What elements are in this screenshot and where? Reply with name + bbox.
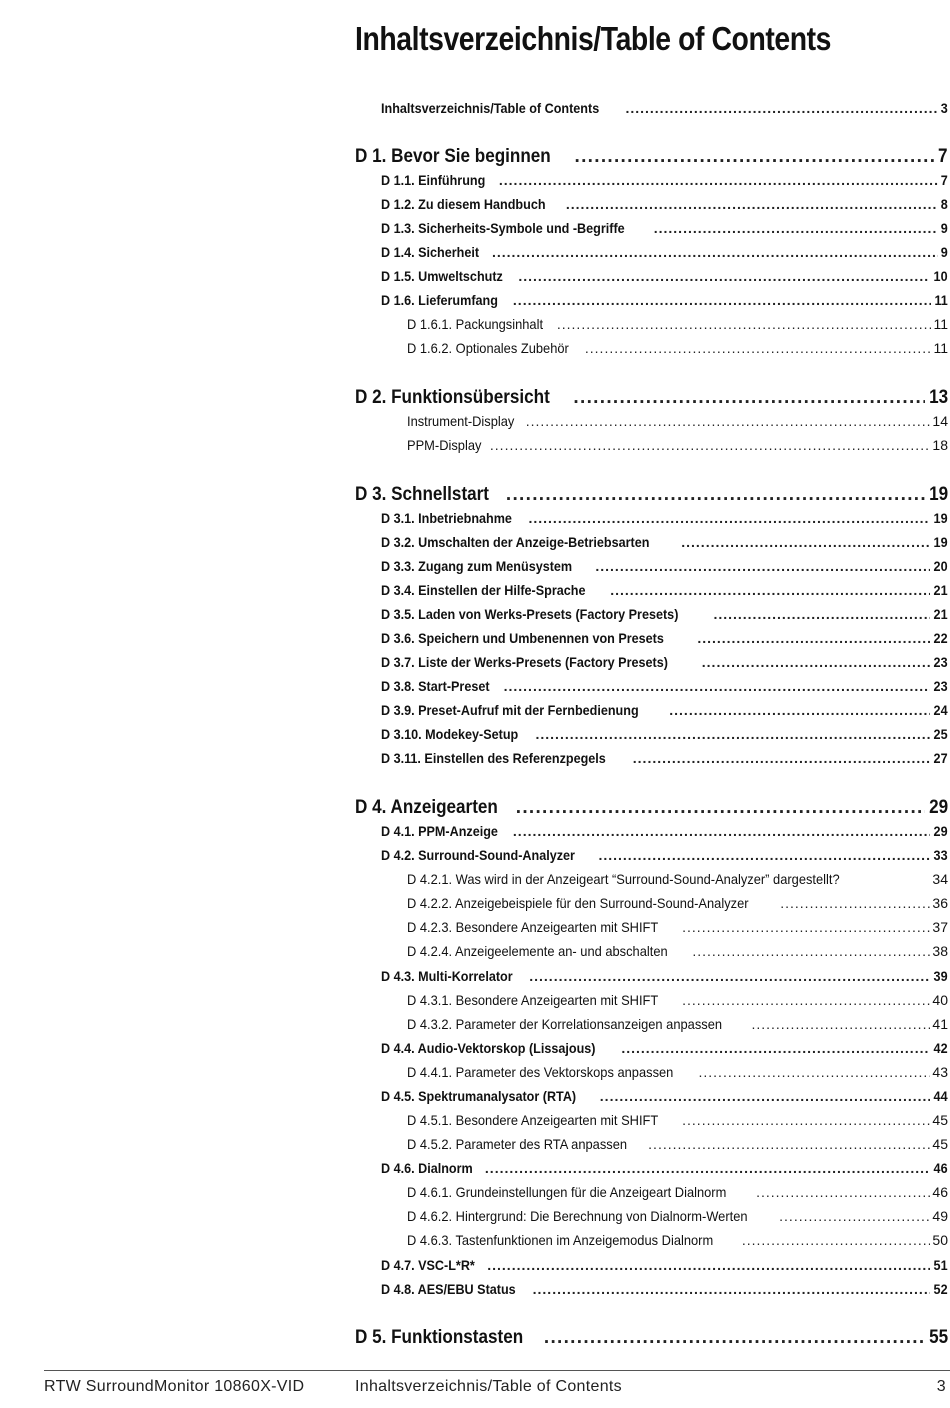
toc-dot-leader [575,146,936,168]
toc-page-number: 29 [933,823,948,839]
toc-entry-title: D 4.4. Audio-Vektorskop (Lissajous) [381,1040,596,1056]
footer-product: RTW SurroundMonitor 10860X-VID [44,1378,305,1395]
page-title: Inhaltsverzeichnis/Table of Contents [355,20,832,57]
toc-entry-title: D 1.3. Sicherheits-Symbole und -Begriffe [381,220,625,236]
toc-entry-title: D 4.8. AES/EBU Status [381,1281,516,1297]
toc-entry-title: D 1.5. Umweltschutz [381,268,503,284]
toc-dot-leader [682,1112,930,1128]
toc-entry[interactable] [381,1257,948,1277]
toc-dot-leader [625,100,938,116]
toc-page-number: 51 [933,1257,948,1273]
toc-page-number: 13 [928,387,948,408]
toc-page-number: 21 [933,606,948,622]
toc-page-number: 46 [932,1184,948,1200]
toc-dot-leader [518,268,930,284]
toc-entry-title: D 4.6.2. Hintergrund: Die Berechnung von Dialnorm-Werten [407,1208,748,1224]
toc-page-number: 10 [933,268,948,284]
toc-page-number: 8 [940,196,948,212]
toc-dot-leader [648,1136,930,1152]
toc-entry-title: D 4.6.3. Tastenfunktionen im Anzeigemodus Dialnorm [407,1232,714,1248]
toc-entry[interactable] [381,678,948,698]
toc-page-number: 7 [940,172,948,188]
toc-page-number: 40 [932,992,948,1008]
toc-dot-leader [585,340,932,356]
toc-entry-title: D 4.2.1. Was wird in der Anzeigeart “Surround-Sound-Analyzer” dargestellt? [407,871,840,887]
toc-entry-title: D 4.6. Dialnorm [381,1160,473,1176]
toc-entry-title: D 3.5. Laden von Werks-Presets (Factory Presets) [381,606,679,622]
toc-dot-leader [621,1040,930,1056]
toc-page-number: 19 [933,534,948,550]
toc-entry[interactable] [381,823,948,843]
toc-dot-leader [633,750,931,766]
toc-entry[interactable] [381,702,948,722]
toc-page-number: 24 [933,702,948,718]
toc-entry-title: D 3.9. Preset-Aufruf mit der Fernbedienung [381,702,639,718]
toc-entry-title: D 4.3.2. Parameter der Korrelationsanzeigen anpassen [407,1016,723,1032]
toc-page-number: 7 [938,146,948,167]
toc-dot-leader [697,630,930,646]
toc-page-number: 19 [928,484,948,505]
toc-dot-leader [780,895,930,911]
toc-page-number: 11 [934,292,948,308]
toc-dot-leader [557,316,932,332]
toc-entry[interactable] [407,1232,948,1252]
toc-entry[interactable] [381,654,948,674]
toc-entry[interactable] [407,1112,948,1132]
toc-entry[interactable] [407,437,948,457]
toc-dot-leader [513,292,931,308]
toc-entry-title: D 4. Anzeigearten [355,797,498,818]
toc-dot-leader [751,1016,930,1032]
toc-entry[interactable] [407,413,948,433]
toc-dot-leader [682,919,930,935]
toc-entry-title: D 4.5.1. Besondere Anzeigearten mit SHIFT [407,1112,659,1128]
toc-entry[interactable] [355,1327,948,1351]
toc-entry-title: D 3.4. Einstellen der Hilfe-Sprache [381,582,586,598]
toc-page-number: 50 [932,1232,948,1248]
toc-entry[interactable] [407,1136,948,1156]
toc-entry[interactable] [381,750,948,770]
toc-entry[interactable] [407,919,948,939]
toc-page-number: 36 [932,895,948,911]
toc-dot-leader [566,196,938,212]
toc-page-number: 3 [940,100,948,116]
toc-entry[interactable] [381,1160,948,1180]
toc-dot-leader [654,220,938,236]
toc-entry[interactable] [381,582,948,602]
toc-page-number: 52 [933,1281,948,1297]
toc-dot-leader [485,1160,931,1176]
toc-page-number: 38 [932,943,948,959]
toc-entry[interactable] [355,387,948,411]
toc-page-number: 34 [932,871,948,887]
toc-dot-leader [699,1064,931,1080]
toc-page-number: 43 [932,1064,948,1080]
toc-page-number: 37 [932,919,948,935]
toc-page-number: 29 [928,797,948,818]
toc-dot-leader [504,678,931,694]
toc-page-number: 39 [933,968,948,984]
toc-page-number: 21 [933,582,948,598]
toc-entry[interactable] [381,726,948,746]
toc-entry-title: D 3.1. Inbetriebnahme [381,510,512,526]
toc-dot-leader [506,484,925,506]
toc-entry[interactable] [407,871,948,891]
toc-entry-title: D 1.6. Lieferumfang [381,292,498,308]
toc-dot-leader [713,606,930,622]
toc-page-number: 14 [932,413,948,429]
toc-entry[interactable] [407,895,948,915]
toc-dot-leader [600,1088,931,1104]
toc-page-number: 27 [933,750,948,766]
toc-entry[interactable] [381,847,948,867]
toc-entry-title: D 4.7. VSC-L*R* [381,1257,475,1273]
toc-entry[interactable] [407,1184,948,1204]
toc-entry[interactable] [381,968,948,988]
toc-page-number: 20 [933,558,948,574]
toc-entry-title: PPM-Display [407,437,482,453]
toc-entry[interactable] [381,244,948,264]
toc-entry-title: Instrument-Display [407,413,515,429]
toc-entry[interactable] [381,1088,948,1108]
toc-page-number: 11 [933,316,948,332]
toc-page-number: 9 [940,220,948,236]
toc-entry[interactable] [355,797,948,821]
toc-entry[interactable] [407,992,948,1012]
toc-entry[interactable] [407,943,948,963]
footer-page-number: 3 [936,1378,946,1395]
toc-entry-title: D 4.6.1. Grundeinstellungen für die Anzeigeart Dialnorm [407,1184,727,1200]
toc-entry[interactable] [407,340,948,360]
toc-page-number: 45 [932,1136,948,1152]
toc-entry-title: D 4.2. Surround-Sound-Analyzer [381,847,575,863]
toc-dot-leader [595,558,930,574]
toc-dot-leader [610,582,930,598]
toc-page-number: 18 [932,437,948,453]
toc-page-number: 23 [933,654,948,670]
toc-page-number: 9 [940,244,948,260]
toc-entry-title: D 4.4.1. Parameter des Vektorskops anpassen [407,1064,674,1080]
toc-entry[interactable] [381,558,948,578]
toc-page-number: 23 [933,678,948,694]
toc-entry[interactable] [381,1281,948,1301]
toc-dot-leader [598,847,930,863]
toc-entry[interactable] [407,1016,948,1036]
toc-page-number: 33 [933,847,948,863]
toc-dot-leader [682,992,930,1008]
toc-entry-title: D 1. Bevor Sie beginnen [355,146,551,167]
toc-entry[interactable] [381,196,948,216]
toc-entry[interactable] [407,316,948,336]
toc-entry[interactable] [381,268,948,288]
toc-entry[interactable] [381,606,948,626]
toc-entry-title: D 3.2. Umschalten der Anzeige-Betriebsarten [381,534,650,550]
toc-dot-leader [516,797,925,819]
toc-dot-leader [681,534,930,550]
toc-dot-leader [544,1327,925,1349]
toc-page-number: 49 [932,1208,948,1224]
toc-dot-leader [533,1281,931,1297]
toc-dot-leader [742,1232,931,1248]
toc-entry-title: D 3. Schnellstart [355,484,490,505]
toc-page-number: 25 [933,726,948,742]
toc-dot-leader [669,702,930,718]
toc-entry[interactable] [381,100,948,120]
toc-entry-title: D 3.11. Einstellen des Referenzpegels [381,750,606,766]
toc-entry[interactable] [381,534,948,554]
toc-entry-title: D 4.5.2. Parameter des RTA anpassen [407,1136,628,1152]
toc-entry[interactable] [381,630,948,650]
toc-dot-leader [529,968,930,984]
toc-entry-title: D 1.1. Einführung [381,172,486,188]
toc-page-number: 46 [933,1160,948,1176]
toc-dot-leader [779,1208,930,1224]
toc-entry-title: D 1.6.1. Packungsinhalt [407,316,544,332]
toc-page-number: 44 [933,1088,948,1104]
toc-page-number: 22 [933,630,948,646]
toc-entry[interactable] [381,510,948,530]
toc-dot-leader [528,510,930,526]
footer-section: Inhaltsverzeichnis/Table of Contents [355,1378,622,1395]
toc-dot-leader [536,726,931,742]
toc-entry-title: Inhaltsverzeichnis/Table of Contents [381,100,600,116]
toc-entry-title: D 1.4. Sicherheit [381,244,480,260]
toc-entry-title: D 1.6.2. Optionales Zubehör [407,340,569,356]
toc-entry[interactable] [355,484,948,508]
toc-dot-leader [492,244,938,260]
toc-dot-leader [573,387,924,409]
toc-dot-leader [526,413,931,429]
toc-entry[interactable] [355,146,948,170]
toc-entry[interactable] [407,1208,948,1228]
toc-dot-leader [756,1184,930,1200]
toc-entry[interactable] [381,172,948,192]
toc-page-number: 45 [932,1112,948,1128]
toc-page-number: 55 [928,1327,948,1348]
toc-entry-title: D 5. Funktionstasten [355,1327,524,1348]
toc-entry-title: D 4.2.2. Anzeigebeispiele für den Surround-Sound-Analyzer [407,895,749,911]
toc-entry-title: D 4.3.1. Besondere Anzeigearten mit SHIFT [407,992,659,1008]
toc-entry-title: D 1.2. Zu diesem Handbuch [381,196,546,212]
toc-entry-title: D 4.1. PPM-Anzeige [381,823,498,839]
toc-entry[interactable] [381,292,948,312]
footer-divider [44,1370,950,1371]
toc-entry-title: D 4.5. Spektrumanalysator (RTA) [381,1088,577,1104]
toc-dot-leader [702,654,931,670]
toc-entry[interactable] [381,1040,948,1060]
toc-page-number: 11 [933,340,948,356]
toc-dot-leader [513,823,931,839]
toc-entry-title: D 4.3. Multi-Korrelator [381,968,513,984]
toc-page-number: 41 [932,1016,948,1032]
toc-entry-title: D 3.3. Zugang zum Menüsystem [381,558,573,574]
toc-entry-title: D 3.8. Start-Preset [381,678,490,694]
toc-entry[interactable] [381,220,948,240]
toc-dot-leader [692,943,930,959]
toc-entry-title: D 4.2.3. Besondere Anzeigearten mit SHIFT [407,919,659,935]
toc-entry-title: D 3.6. Speichern und Umbenennen von Presets [381,630,664,646]
toc-entry[interactable] [407,1064,948,1084]
toc-dot-leader [499,172,938,188]
toc-entry-title: D 4.2.4. Anzeigeelemente an- und abschalten [407,943,668,959]
toc-entry-title: D 3.7. Liste der Werks-Presets (Factory Presets) [381,654,668,670]
toc-entry-title: D 2. Funktionsübersicht [355,387,550,408]
toc-page-number: 42 [933,1040,948,1056]
toc-dot-leader [490,437,931,453]
toc-entry-title: D 3.10. Modekey-Setup [381,726,519,742]
toc-dot-leader [487,1257,930,1273]
toc-page-number: 19 [933,510,948,526]
